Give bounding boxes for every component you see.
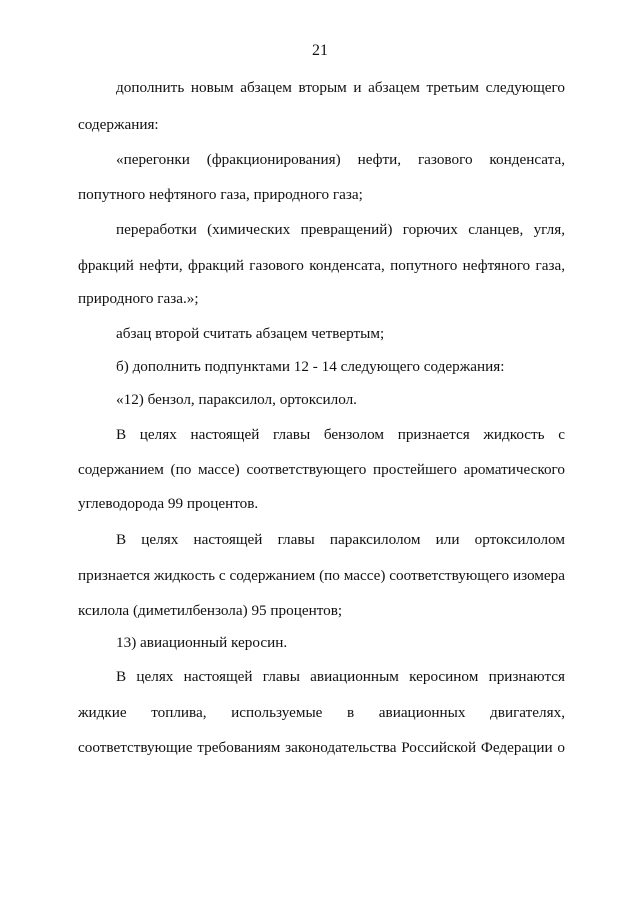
text-line: В целях настоящей главы бензолом признается жидкость с bbox=[116, 426, 565, 443]
text-line: углеводорода 99 процентов. bbox=[78, 495, 259, 512]
text-line: В целях настоящей главы авиационным керосином признаются bbox=[116, 668, 565, 685]
text-line: 13) авиационный керосин. bbox=[116, 634, 288, 651]
text-line: абзац второй считать абзацем четвертым; bbox=[116, 325, 385, 342]
text-line: ксилола (диметилбензола) 95 процентов; bbox=[78, 602, 343, 619]
text-line: жидкие топлива, используемые в авиационных двигателях, bbox=[78, 704, 565, 721]
text-line: В целях настоящей главы параксилолом или ортоксилолом bbox=[116, 531, 565, 548]
page-number: 21 bbox=[312, 42, 328, 59]
text-line: попутного нефтяного газа, природного газа; bbox=[78, 186, 363, 203]
text-line: природного газа.»; bbox=[78, 290, 199, 307]
text-line: содержанием (по массе) соответствующего простейшего ароматического bbox=[78, 461, 565, 478]
text-line: содержания: bbox=[78, 116, 159, 133]
text-line: б) дополнить подпунктами 12 - 14 следующего содержания: bbox=[116, 358, 505, 375]
text-line: дополнить новым абзацем вторым и абзацем третьим следующего bbox=[116, 79, 565, 96]
text-line: «перегонки (фракционирования) нефти, газового конденсата, bbox=[116, 151, 565, 168]
text-line: признается жидкость с содержанием (по массе) соответствующего изомера bbox=[78, 567, 565, 584]
text-line: фракций нефти, фракций газового конденсата, попутного нефтяного газа, bbox=[78, 257, 565, 274]
text-line: переработки (химических превращений) горючих сланцев, угля, bbox=[116, 221, 565, 238]
text-line: соответствующие требованиям законодательства Российской Федерации о bbox=[78, 739, 565, 756]
text-line: «12) бензол, параксилол, ортоксилол. bbox=[116, 391, 357, 408]
